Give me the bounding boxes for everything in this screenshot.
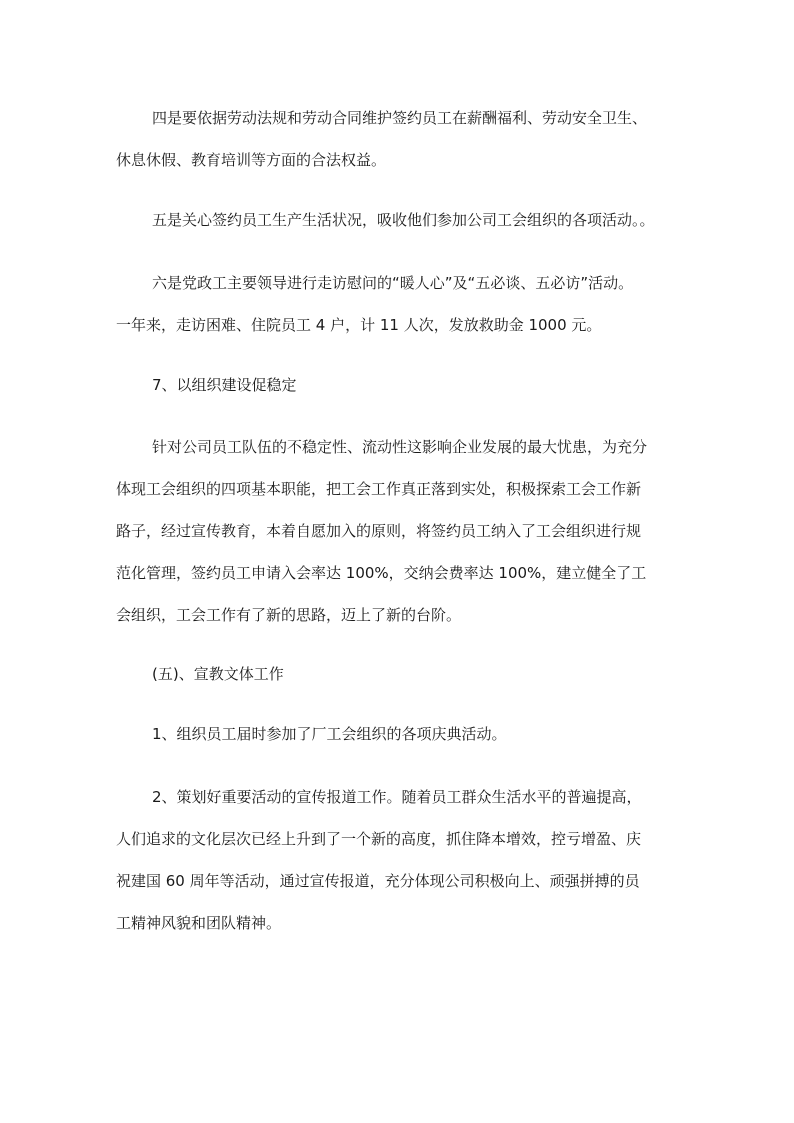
paragraph-line: 人们追求的文化层次已经上升到了一个新的高度，抓住降本增效，控亏增盈、庆 xyxy=(116,830,642,848)
paragraph-line: 1、组织员工届时参加了厂工会组织的各项庆典活动。 xyxy=(152,725,507,743)
paragraph-care xyxy=(116,199,686,241)
paragraph-publicity xyxy=(116,776,686,944)
paragraph-line: 针对公司员工队伍的不稳定性、流动性这影响企业发展的最大忧患，为充分 xyxy=(152,438,648,456)
paragraph-visits xyxy=(116,262,686,346)
section-heading-culture xyxy=(116,653,686,695)
paragraph-line: 路子，经过宣传教育，本着自愿加入的原则，将签约员工纳入了工会组织进行规 xyxy=(116,522,642,540)
section-heading-organization xyxy=(116,364,686,406)
paragraph-line: 四是要依据劳动法规和劳动合同维护签约员工在薪酬福利、劳动安全卫生、 xyxy=(152,109,648,127)
paragraph-line: 休息休假、教育培训等方面的合法权益。 xyxy=(116,151,387,169)
paragraph-rights xyxy=(116,97,686,181)
paragraph-line: 祝建国 60 周年等活动，通过宣传报道，充分体现公司积极向上、顽强拼搏的员 xyxy=(116,872,640,890)
paragraph-line: 范化管理，签约员工申请入会率达 100%，交纳会费率达 100%，建立健全了工 xyxy=(116,564,647,582)
paragraph-line: (五)、宣教文体工作 xyxy=(152,665,284,683)
paragraph-organization xyxy=(116,426,686,636)
paragraph-line: 2、策划好重要活动的宣传报道工作。随着员工群众生活水平的普遍提高， xyxy=(152,788,642,806)
paragraph-line: 体现工会组织的四项基本职能，把工会工作真正落到实处，积极探索工会工作新 xyxy=(116,480,642,498)
paragraph-line: 会组织，工会工作有了新的思路，迈上了新的台阶。 xyxy=(116,606,462,624)
paragraph-celebrations xyxy=(116,713,686,755)
paragraph-line: 五是关心签约员工生产生活状况，吸收他们参加公司工会组织的各项活动。。 xyxy=(152,211,655,229)
paragraph-line: 7、以组织建设促稳定 xyxy=(152,376,297,394)
paragraph-line: 六是党政工主要领导进行走访慰问的“暖人心”及“五必谈、五必访”活动。 xyxy=(152,274,634,292)
paragraph-line: 工精神风貌和团队精神。 xyxy=(116,914,282,932)
paragraph-line: 一年来，走访困难、住院员工 4 户，计 11 人次，发放救助金 1000 元。 xyxy=(116,316,602,334)
